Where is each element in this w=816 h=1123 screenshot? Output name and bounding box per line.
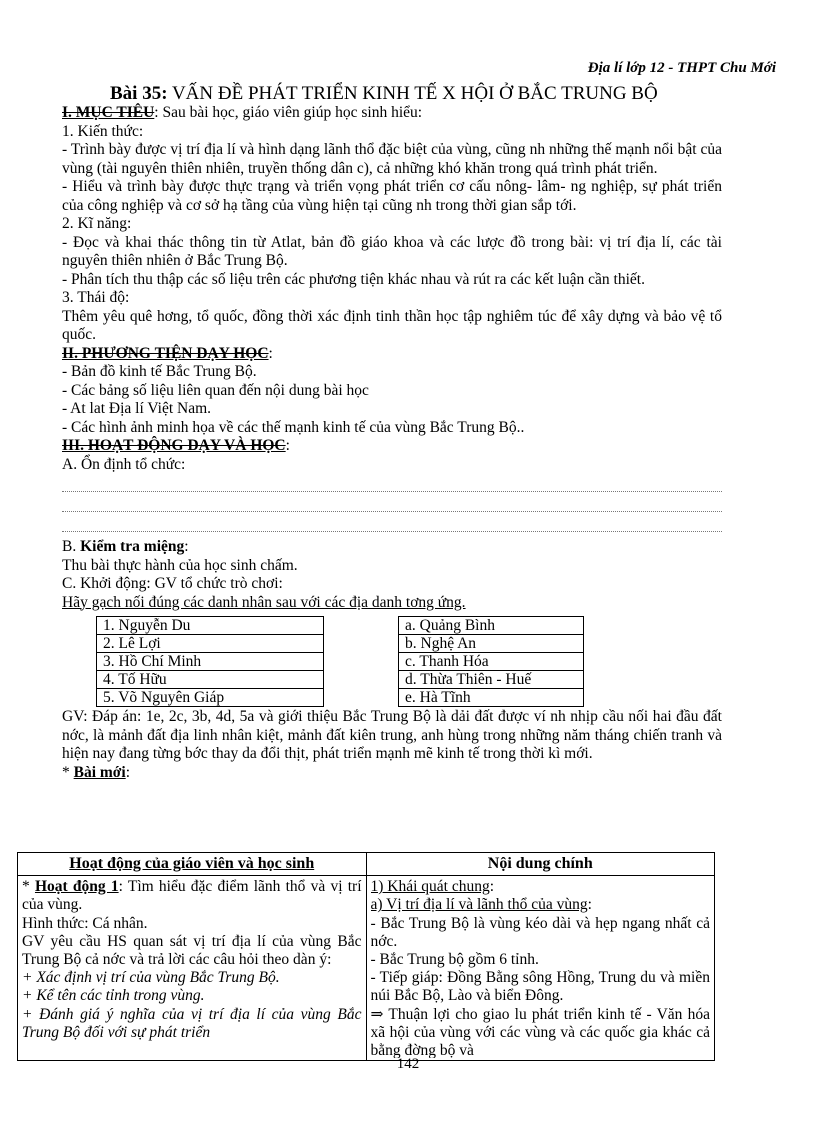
skills-item: - Phân tích thu thập các số liệu trên các phương tiện khác nhau và rút ra các kết luận cần thiết. <box>62 270 645 288</box>
step-b-text: Thu bài thực hành của học sinh chấm. <box>62 556 298 574</box>
attitude-item: Thêm yêu quê hơng, tổ quốc, đồng thời xác định tinh thần học tập nghiêm túc để xây dựng và bảo vệ tổ quốc. <box>62 307 722 343</box>
content-item-text: Thuận lợi cho giao lu phát triển kinh tế - Văn hóa xã hội của vùng với các vùng và các quốc gia khác cả bằng đờng bộ và <box>370 1005 710 1059</box>
place-cell: b. Nghệ An <box>399 635 584 653</box>
content-heading-text: 1) Khái quát chung <box>370 878 490 896</box>
objectives-intro: : Sau bài học, giáo viên giúp học sinh hiểu: <box>154 104 423 121</box>
activity-question: + Kể tên các tỉnh trong vùng. <box>22 987 205 1005</box>
step-c: C. Khởi động: GV tổ chức trò chơi: <box>62 575 283 592</box>
content-subheading <box>371 896 711 914</box>
content-subheading-text: a) Vị trí địa lí và lãnh thổ của vùng <box>370 896 588 914</box>
activity-text: : Tìm hiểu đặc điểm lãnh thổ và vị trí của vùng. <box>22 878 362 914</box>
activities-colon: : <box>285 437 290 454</box>
step-b <box>62 538 722 557</box>
activity-label: Hoạt động 1 <box>34 878 119 896</box>
step-b-colon: : <box>184 538 189 555</box>
content-item: - Tiếp giáp: Đồng Bằng sông Hồng, Trung du và miền núi Bắc Bộ, Lào và biển Đông. <box>370 969 710 1005</box>
step-b-prefix: B. <box>62 538 81 555</box>
person-cell: 3. Hồ Chí Minh <box>97 653 324 671</box>
activity-form: Hình thức: Cá nhân. <box>22 914 148 932</box>
lesson-title <box>110 83 658 105</box>
matching-game <box>62 616 722 708</box>
dotted-line <box>62 514 722 532</box>
running-head: Địa lí lớp 12 - THPT Chu Mới <box>587 60 776 76</box>
activity-question: + Xác định vị trí của vùng Bắc Trung Bộ. <box>22 969 280 987</box>
objectives-heading: I. MỤC TIÊU <box>62 104 155 121</box>
lesson-colon: : <box>161 83 168 104</box>
person-cell: 2. Lê Lợi <box>97 635 324 653</box>
place-cell: d. Thừa Thiên - Huế <box>399 671 584 689</box>
place-cell: c. Thanh Hóa <box>399 653 584 671</box>
new-lesson-colon: : <box>125 763 131 781</box>
content-heading <box>371 878 711 896</box>
game-prompt: Hãy gạch nối đúng các danh nhân sau với các địa danh tơng ứng. <box>62 593 466 611</box>
person-cell: 5. Võ Nguyên Giáp <box>97 689 324 707</box>
content-item <box>371 1006 711 1059</box>
new-lesson <box>62 764 722 783</box>
section-objectives <box>62 104 722 123</box>
teaching-aid-item: - At lat Địa lí Việt Nam. <box>62 400 212 417</box>
content-item: - Bắc Trung Bộ là vùng kéo dài và hẹp ngang nhất cả nớc. <box>370 914 710 950</box>
knowledge-item: - Trình bày được vị trí địa lí và hình dạng lãnh thổ đặc biệt của vùng, cũng nh những thế mạnh nổi bật của vùng (tài nguyên thiên nhiên, truyền thống dân c), cả những khó khăn trong quá trình phát triển. <box>62 141 722 177</box>
places-table <box>398 616 584 707</box>
activities-heading: III. HOẠT ĐỘNG DẠY VÀ HỌC <box>62 437 286 454</box>
place-cell: a. Quảng Bình <box>399 617 584 635</box>
arrow-icon: ⇒ <box>370 1005 384 1023</box>
teaching-aid-item: - Bản đồ kinh tế Bắc Trung Bộ. <box>62 363 257 380</box>
dotted-line <box>62 474 722 492</box>
activity-request: GV yêu cầu HS quan sát vị trí địa lí của vùng Bắc Trung Bộ cả nớc và trả lời các câu hỏi theo dàn ý: <box>22 932 362 969</box>
activity-title <box>22 878 362 914</box>
teaching-aids-heading: II. PHƯƠNG TIỆN DẠY HỌC <box>62 344 269 362</box>
teaching-aids-colon: : <box>268 344 273 362</box>
section-activities <box>62 437 722 456</box>
person-cell: 4. Tố Hữu <box>97 671 324 689</box>
answer-text: GV: Đáp án: 1e, 2c, 3b, 4d, 5a và giới thiệu Bắc Trung Bộ là dải đất được ví nh nhịp cầu nối hai đầu đất nớc, là mảnh đất địa linh nhân kiệt, mảnh đất kiên trung, anh hùng trong những năm tháng chiến tranh và hiện nay đang từng bớc thay da đổi thịt, phát triển mạnh mẽ kinh tế trong thời kì mới. <box>62 708 722 762</box>
step-a: A. Ổn định tổ chức: <box>62 455 186 473</box>
teaching-aid-item: - Các bảng số liệu liên quan đến nội dung bài học <box>62 381 369 399</box>
lesson-plan-body <box>62 104 722 782</box>
new-lesson-star: * <box>62 763 74 781</box>
attitude-heading: 3. Thái độ: <box>62 289 130 306</box>
col-header-content: Nội dung chính <box>366 853 715 876</box>
content-item: - Bắc Trung bộ gồm 6 tỉnh. <box>370 951 539 969</box>
new-lesson-label: Bài mới <box>73 763 126 781</box>
teaching-aid-item: - Các hình ảnh minh họa về các thế mạnh kinh tế của vùng Bắc Trung Bộ.. <box>62 418 525 436</box>
place-cell: e. Hà Tĩnh <box>399 689 584 707</box>
content-cell <box>366 876 715 1061</box>
knowledge-item: - Hiểu và trình bày được thực trạng và triển vọng phát triển cơ cấu nông- lâm- ng nghiệp, sự phát triển của công nghiệp và cơ sở hạ tầng của vùng hiện tại cũng nh trong thời gian sắp tới. <box>62 178 722 214</box>
section-teaching-aids <box>62 345 722 364</box>
step-b-title: Kiểm tra miệng <box>80 538 185 555</box>
skills-heading: 2. Kĩ năng: <box>62 215 132 232</box>
person-cell: 1. Nguyễn Du <box>97 617 324 635</box>
activity-cell <box>18 876 367 1061</box>
lesson-title-text: VẤN ĐỀ PHÁT TRIỂN KINH TẾ X HỘI Ở BẮC TRUNG BỘ <box>171 83 658 104</box>
dotted-line <box>62 494 722 512</box>
activity-question: + Đánh giá ý nghĩa của vị trí địa lí của vùng Bắc Trung Bộ đối với sự phát triển <box>22 1005 362 1041</box>
col-header-activities: Hoạt động của giáo viên và học sinh <box>18 853 367 876</box>
knowledge-heading: 1. Kiến thức: <box>62 122 144 140</box>
page-number: 142 <box>396 1056 420 1072</box>
skills-item: - Đọc và khai thác thông tin từ Atlat, bản đồ giáo khoa và các lược đồ trong bài: vị trí địa lí, các tài nguyên thiên nhiên ở Bắc Trung Bộ. <box>62 233 722 269</box>
lesson-number: Bài 35 <box>110 83 162 104</box>
activity-star: * <box>22 878 35 896</box>
content-heading-colon: : <box>489 878 495 896</box>
content-subheading-colon: : <box>587 896 592 914</box>
people-table <box>96 616 324 707</box>
activity-table <box>17 852 715 1061</box>
